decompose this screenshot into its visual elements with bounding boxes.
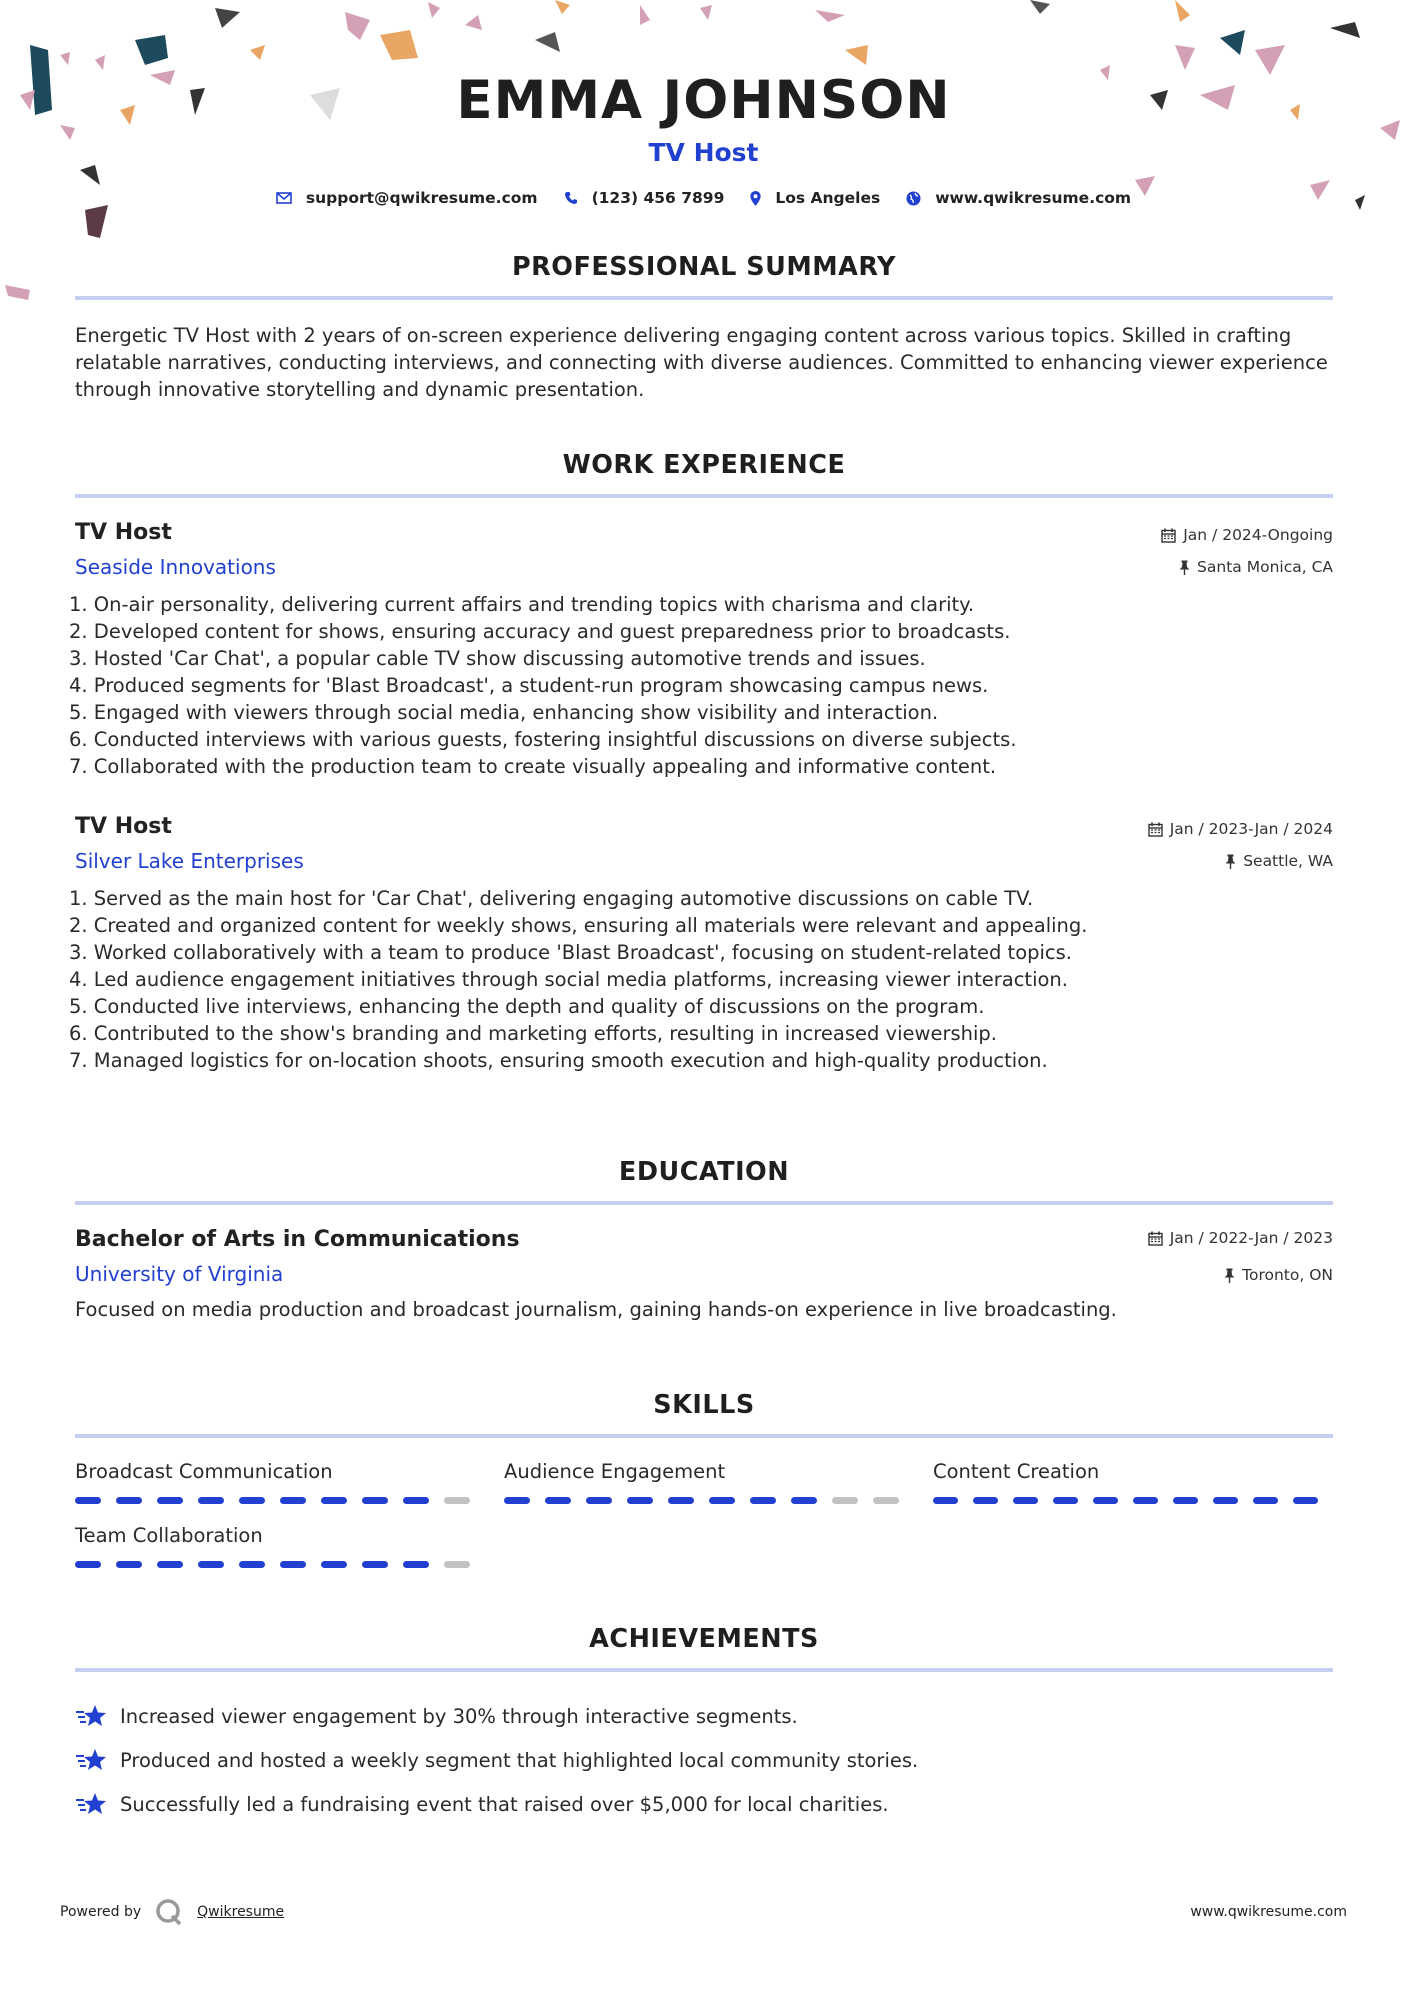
skill-dash-empty bbox=[444, 1561, 470, 1568]
skill-level-bar bbox=[504, 1497, 933, 1504]
list-item bbox=[75, 1694, 1333, 1738]
globe-icon bbox=[906, 191, 921, 206]
contact-location bbox=[750, 189, 880, 207]
list-item: 3. Worked collaboratively with a team to produce 'Blast Broadcast', focusing on student-related topics. bbox=[69, 941, 1073, 964]
skill-name: Audience Engagement bbox=[504, 1460, 726, 1483]
skill-dash-filled bbox=[280, 1497, 306, 1504]
skill-dash-filled bbox=[709, 1497, 735, 1504]
skill-dash-filled bbox=[1173, 1497, 1198, 1504]
skills-section bbox=[75, 1390, 1333, 1588]
skill-name: Broadcast Communication bbox=[75, 1460, 333, 1483]
skill-dash-filled bbox=[403, 1561, 429, 1568]
job-title: TV Host bbox=[75, 814, 172, 839]
list-item: 4. Produced segments for 'Blast Broadcast', a student-run program showcasing campus news. bbox=[69, 674, 989, 697]
contact-website-text: www.qwikresume.com bbox=[935, 189, 1132, 207]
achievements-heading: ACHIEVEMENTS bbox=[75, 1624, 1333, 1672]
skill-level-bar bbox=[75, 1497, 504, 1504]
candidate-title: TV Host bbox=[648, 138, 759, 167]
skill-dash-filled bbox=[321, 1497, 347, 1504]
skill-dash-filled bbox=[504, 1497, 530, 1504]
job-location bbox=[1148, 850, 1333, 872]
skill-dash-filled bbox=[1053, 1497, 1078, 1504]
job-location bbox=[1161, 556, 1333, 578]
degree-title: Bachelor of Arts in Communications bbox=[75, 1227, 520, 1252]
skill-dash-filled bbox=[239, 1497, 265, 1504]
skill-dash-filled bbox=[116, 1561, 142, 1568]
skill-dash-filled bbox=[198, 1497, 224, 1504]
education-section bbox=[75, 1157, 1333, 1321]
achievements-section bbox=[75, 1624, 1333, 1826]
phone-icon bbox=[564, 191, 578, 205]
contact-row bbox=[0, 189, 1407, 207]
skill-item bbox=[504, 1460, 933, 1504]
contact-email-text: support@qwikresume.com bbox=[305, 189, 538, 207]
skill-name: Content Creation bbox=[933, 1460, 1100, 1483]
skill-dash-filled bbox=[403, 1497, 429, 1504]
pushpin-icon bbox=[1224, 1268, 1235, 1283]
skill-dash-filled bbox=[75, 1561, 101, 1568]
job-dates-text: Jan / 2024-Ongoing bbox=[1183, 526, 1333, 544]
education-dates-text: Jan / 2022-Jan / 2023 bbox=[1169, 1229, 1333, 1247]
list-item bbox=[75, 1782, 1333, 1826]
skill-dash-filled bbox=[239, 1561, 265, 1568]
skill-dash-filled bbox=[1133, 1497, 1158, 1504]
resume-header bbox=[0, 70, 1407, 207]
summary-section bbox=[75, 252, 1333, 403]
list-item: 5. Conducted live interviews, enhancing the depth and quality of discussions on the program. bbox=[69, 995, 985, 1018]
skill-item bbox=[75, 1460, 504, 1504]
education-location-text: Toronto, ON bbox=[1242, 1266, 1333, 1284]
job-title: TV Host bbox=[75, 520, 172, 545]
skill-dash-filled bbox=[545, 1497, 571, 1504]
skill-item bbox=[933, 1460, 1333, 1504]
skill-dash-filled bbox=[362, 1497, 388, 1504]
job-company: Silver Lake Enterprises bbox=[75, 849, 304, 873]
skill-dash-filled bbox=[1093, 1497, 1118, 1504]
contact-phone-text: (123) 456 7899 bbox=[591, 189, 725, 207]
education-entry bbox=[75, 1227, 1333, 1321]
skill-dash-empty bbox=[873, 1497, 899, 1504]
list-item: 4. Led audience engagement initiatives through social media platforms, increasing viewer interaction. bbox=[69, 968, 1068, 991]
skill-level-bar bbox=[933, 1497, 1333, 1504]
skills-grid bbox=[75, 1460, 1333, 1588]
list-item: 1. Served as the main host for 'Car Chat', delivering engaging automotive discussions on cable TV. bbox=[69, 887, 1034, 910]
skill-dash-filled bbox=[586, 1497, 612, 1504]
list-item: 1. On-air personality, delivering current affairs and trending topics with charisma and clarity. bbox=[69, 593, 975, 616]
achievement-text: Successfully led a fundraising event that raised over $5,000 for local charities. bbox=[120, 1792, 889, 1816]
skill-dash-empty bbox=[832, 1497, 858, 1504]
summary-text: Energetic TV Host with 2 years of on-screen experience delivering engaging content across various topics. Skilled in crafting relatable narratives, conducting interviews, and connecting with diverse audiences. Committed to enhancing viewer experience through innovative storytelling and dynamic presentation. bbox=[75, 324, 1328, 401]
job-location-text: Santa Monica, CA bbox=[1197, 558, 1333, 576]
contact-website[interactable] bbox=[906, 189, 1131, 207]
candidate-name: EMMA JOHNSON bbox=[456, 70, 951, 131]
shooting-star-icon bbox=[75, 1791, 108, 1817]
education-dates bbox=[1148, 1227, 1333, 1249]
job-bullets bbox=[69, 591, 1333, 780]
skill-dash-filled bbox=[1213, 1497, 1238, 1504]
calendar-icon bbox=[1148, 822, 1163, 837]
skill-dash-filled bbox=[280, 1561, 306, 1568]
skill-dash-filled bbox=[1293, 1497, 1318, 1504]
skill-dash-filled bbox=[668, 1497, 694, 1504]
education-description: Focused on media production and broadcast journalism, gaining hands-on experience in live broadcasting. bbox=[75, 1298, 1117, 1321]
job-dates bbox=[1148, 818, 1333, 840]
skill-dash-filled bbox=[1013, 1497, 1038, 1504]
powered-by-label: Powered by bbox=[60, 1904, 142, 1920]
calendar-icon bbox=[1161, 528, 1176, 543]
job-bullets bbox=[69, 885, 1333, 1074]
list-item: 2. Created and organized content for weekly shows, ensuring all materials were relevant and appealing. bbox=[69, 914, 1088, 937]
skill-dash-filled bbox=[321, 1561, 347, 1568]
job-meta bbox=[1148, 818, 1333, 882]
experience-heading: WORK EXPERIENCE bbox=[75, 450, 1333, 498]
map-pin-icon bbox=[750, 191, 761, 206]
skill-dash-filled bbox=[157, 1497, 183, 1504]
job-entry bbox=[69, 814, 1333, 1074]
skill-level-bar bbox=[75, 1561, 504, 1568]
list-item: 2. Developed content for shows, ensuring accuracy and guest preparedness prior to broadcasts. bbox=[69, 620, 1011, 643]
pushpin-icon bbox=[1179, 560, 1190, 575]
skill-dash-filled bbox=[198, 1561, 224, 1568]
envelope-icon bbox=[276, 192, 292, 204]
skills-heading: SKILLS bbox=[75, 1390, 1333, 1438]
list-item bbox=[75, 1738, 1333, 1782]
list-item: 5. Engaged with viewers through social media, enhancing show visibility and interaction. bbox=[69, 701, 939, 724]
pushpin-icon bbox=[1225, 854, 1236, 869]
list-item: 7. Managed logistics for on-location shoots, ensuring smooth execution and high-quality production. bbox=[69, 1049, 1048, 1072]
job-dates bbox=[1161, 524, 1333, 546]
contact-phone[interactable] bbox=[564, 189, 725, 207]
skill-dash-filled bbox=[1253, 1497, 1278, 1504]
summary-heading: PROFESSIONAL SUMMARY bbox=[75, 252, 1333, 300]
skill-dash-filled bbox=[75, 1497, 101, 1504]
list-item: 7. Collaborated with the production team to create visually appealing and informative content. bbox=[69, 755, 997, 778]
job-meta bbox=[1161, 524, 1333, 588]
education-meta bbox=[1148, 1227, 1333, 1296]
shooting-star-icon bbox=[75, 1703, 108, 1729]
list-item: 3. Hosted 'Car Chat', a popular cable TV show discussing automotive trends and issues. bbox=[69, 647, 926, 670]
qwikresume-logo-icon bbox=[155, 1898, 183, 1926]
job-location-text: Seattle, WA bbox=[1243, 852, 1333, 870]
footer-brand-link[interactable]: Qwikresume bbox=[197, 1904, 285, 1920]
skill-dash-filled bbox=[116, 1497, 142, 1504]
footer-website-link[interactable]: www.qwikresume.com bbox=[1190, 1904, 1347, 1920]
job-dates-text: Jan / 2023-Jan / 2024 bbox=[1169, 820, 1333, 838]
job-company: Seaside Innovations bbox=[75, 555, 276, 579]
skill-dash-filled bbox=[750, 1497, 776, 1504]
education-heading: EDUCATION bbox=[75, 1157, 1333, 1205]
calendar-icon bbox=[1148, 1231, 1163, 1246]
achievement-text: Produced and hosted a weekly segment that highlighted local community stories. bbox=[120, 1748, 919, 1772]
contact-location-text: Los Angeles bbox=[775, 189, 881, 207]
school-name: University of Virginia bbox=[75, 1262, 284, 1286]
skill-dash-filled bbox=[973, 1497, 998, 1504]
skill-dash-filled bbox=[791, 1497, 817, 1504]
skill-item bbox=[75, 1524, 504, 1568]
skill-dash-empty bbox=[444, 1497, 470, 1504]
list-item: 6. Conducted interviews with various guests, fostering insightful discussions on diverse subjects. bbox=[69, 728, 1017, 751]
skill-name: Team Collaboration bbox=[75, 1524, 263, 1547]
job-entry bbox=[69, 520, 1333, 780]
achievement-text: Increased viewer engagement by 30% through interactive segments. bbox=[120, 1704, 798, 1728]
shooting-star-icon bbox=[75, 1747, 108, 1773]
skill-dash-filled bbox=[157, 1561, 183, 1568]
contact-email[interactable] bbox=[276, 189, 538, 207]
skill-dash-filled bbox=[627, 1497, 653, 1504]
experience-section bbox=[69, 450, 1333, 1074]
footer bbox=[60, 1898, 1347, 1926]
education-location bbox=[1148, 1264, 1333, 1286]
skill-dash-filled bbox=[362, 1561, 388, 1568]
achievements-list bbox=[75, 1694, 1333, 1826]
footer-powered-by bbox=[60, 1898, 284, 1926]
list-item: 6. Contributed to the show's branding and marketing efforts, resulting in increased viewership. bbox=[69, 1022, 997, 1045]
skill-dash-filled bbox=[933, 1497, 958, 1504]
